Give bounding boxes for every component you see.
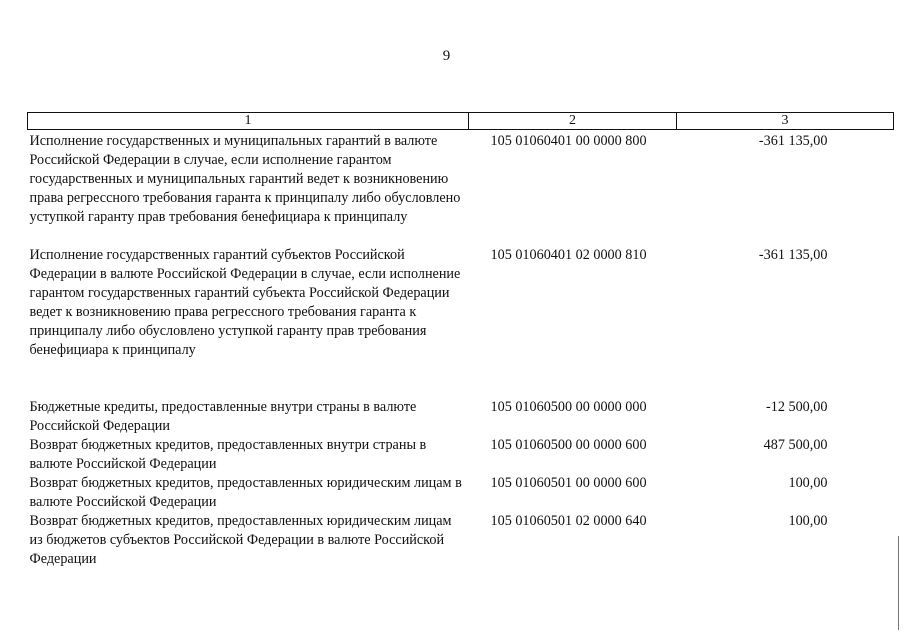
column-header-2: 2 xyxy=(469,113,677,130)
page-number: 9 xyxy=(442,48,451,64)
row-code: 105 01060500 00 0000 000 xyxy=(490,399,647,415)
row-name: Исполнение государственных гарантий субъектов Российской Федерации в валюте Российской Федерации в случае, если исполнение гарантом государственных гарантий субъекта Российской Федерации ведет к возникновению права регрессного требования гаранта к принципалу либо обусловлено уступкой гаранту прав требования бенефициара к принципалу xyxy=(29,247,461,358)
row-name: Бюджетные кредиты, предоставленные внутри страны в валюте Российской Федерации xyxy=(29,399,417,434)
row-code: 105 01060401 02 0000 810 xyxy=(490,247,647,263)
row-code: 105 01060501 00 0000 600 xyxy=(490,475,647,491)
column-header-1: 1 xyxy=(28,113,469,130)
row-name: Возврат бюджетных кредитов, предоставленных юридическим лицам из бюджетов субъектов Российской Федерации в валюте Российской Федерации xyxy=(29,513,452,567)
row-amount: 100,00 xyxy=(788,475,828,491)
row-amount: -12 500,00 xyxy=(766,399,828,415)
table-row xyxy=(28,398,894,436)
table-row xyxy=(28,246,894,360)
table-row xyxy=(28,474,894,512)
row-amount: -361 135,00 xyxy=(758,133,828,149)
row-amount: 487 500,00 xyxy=(763,437,828,453)
row-name: Исполнение государственных и муниципальных гарантий в валюте Российской Федерации в случае, если исполнение гарантом государственных и муниципальных гарантий ведет к возникновению права регрессного требования гаранта к принципалу либо обусловлено уступкой гаранту прав требования бенефициара к принципалу xyxy=(29,133,461,225)
row-code: 105 01060401 00 0000 800 xyxy=(490,133,647,149)
row-gap xyxy=(28,360,894,379)
scan-edge-mark xyxy=(898,536,899,630)
row-name: Возврат бюджетных кредитов, предоставленных юридическим лицам в валюте Российской Федерации xyxy=(29,475,462,510)
row-code: 105 01060501 02 0000 640 xyxy=(490,513,647,529)
row-gap xyxy=(28,227,894,246)
table-row xyxy=(28,130,894,228)
table-row xyxy=(28,436,894,474)
row-name: Возврат бюджетных кредитов, предоставленных внутри страны в валюте Российской Федерации xyxy=(29,437,427,472)
row-amount: -361 135,00 xyxy=(758,247,828,263)
table-row xyxy=(28,512,894,569)
budget-table xyxy=(27,112,894,569)
table-header-row xyxy=(28,113,894,130)
row-code: 105 01060500 00 0000 600 xyxy=(490,437,647,453)
column-header-3: 3 xyxy=(677,113,894,130)
row-gap xyxy=(28,379,894,398)
row-amount: 100,00 xyxy=(788,513,828,529)
